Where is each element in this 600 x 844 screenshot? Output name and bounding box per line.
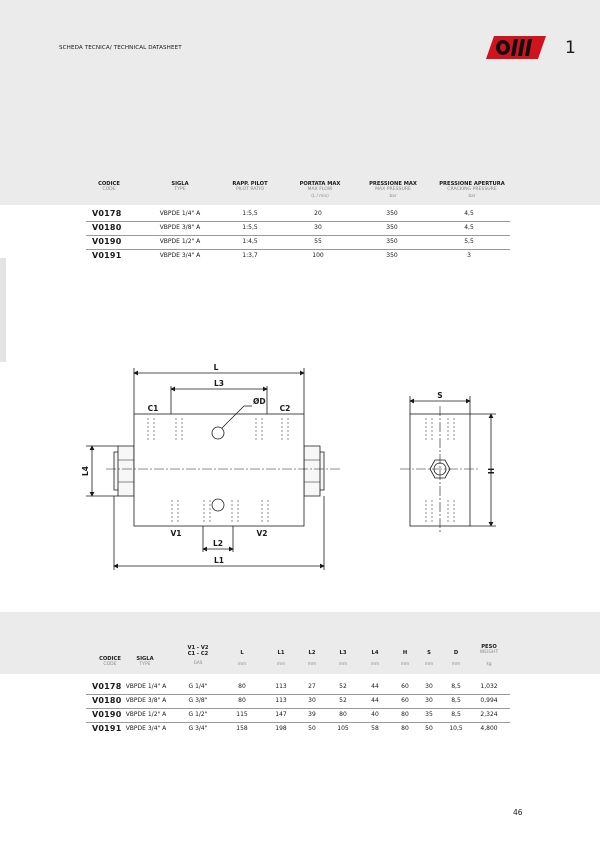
- row-max-flow: 55: [314, 238, 322, 245]
- row-type: VBPDE 1/4" A: [125, 683, 167, 690]
- row-cracking-pressure: 4,5: [464, 224, 474, 231]
- row-cracking-pressure: 5,5: [464, 238, 474, 245]
- side-tab: [0, 258, 6, 362]
- table2-col-L1: L1 mm: [276, 650, 286, 666]
- row-code: V0191: [92, 724, 122, 733]
- row-weight: 2,324: [480, 711, 498, 718]
- row-type: VBPDE 3/8" A: [159, 224, 201, 231]
- row-divider: [86, 221, 510, 222]
- row-type: VBPDE 3/4" A: [125, 725, 167, 732]
- row-max-flow: 20: [314, 210, 322, 217]
- row-L: 158: [236, 725, 248, 732]
- row-D: 8,5: [451, 697, 461, 704]
- row-cracking-pressure: 4,5: [464, 210, 474, 217]
- label-H: H: [486, 467, 495, 475]
- table2-col-L4: L4 mm: [370, 650, 380, 666]
- row-L4: 44: [371, 683, 379, 690]
- row-H: 80: [401, 711, 409, 718]
- row-divider: [86, 722, 510, 723]
- table2-col-H: H mm: [400, 650, 410, 666]
- table2-col-code: CODICE CODE: [99, 656, 121, 667]
- table1-col-max-flow: PORTATA MAX MAX FLOW (L / min): [299, 181, 341, 198]
- row-L4: 58: [371, 725, 379, 732]
- row-H: 60: [401, 697, 409, 704]
- row-code: V0191: [92, 251, 122, 260]
- row-D: 8,5: [451, 711, 461, 718]
- fitting-left: [114, 446, 134, 496]
- row-max-pressure: 350: [386, 238, 398, 245]
- row-ports: G 1/4": [188, 683, 208, 690]
- label-V1: V1: [170, 529, 182, 538]
- row-L: 80: [238, 697, 246, 704]
- row-weight: 1,032: [480, 683, 498, 690]
- table2-col-weight: PESO WEIGHT kg: [479, 644, 499, 666]
- row-L1: 198: [275, 725, 287, 732]
- table2-col-L2: L2 mm: [307, 650, 317, 666]
- page-title: SCHEDA TECNICA/ TECHNICAL DATASHEET: [59, 45, 182, 51]
- brand-logo-icon: [486, 34, 546, 61]
- row-L4: 40: [371, 711, 379, 718]
- row-code: V0180: [92, 696, 122, 705]
- table1-col-cracking-pressure: PRESSIONE APERTURA CRACKING PRESSURE bar: [439, 181, 505, 198]
- table-row: [0, 251, 600, 264]
- row-max-flow: 30: [314, 224, 322, 231]
- row-pilot-ratio: 1:5,5: [242, 224, 258, 231]
- row-L1: 147: [275, 711, 287, 718]
- row-pilot-ratio: 1:5,5: [242, 210, 258, 217]
- row-L: 115: [236, 711, 248, 718]
- row-max-pressure: 350: [386, 224, 398, 231]
- row-code: V0178: [92, 682, 122, 691]
- table-row: [0, 724, 600, 737]
- row-pilot-ratio: 1:4,5: [242, 238, 258, 245]
- label-D: ØD: [253, 397, 266, 406]
- row-S: 35: [425, 711, 433, 718]
- row-code: V0190: [92, 237, 122, 246]
- table2-col-ports: V1 - V2 C1 - C2 GAS: [187, 645, 209, 665]
- row-L4: 44: [371, 697, 379, 704]
- label-C1: C1: [147, 404, 159, 413]
- row-max-flow: 100: [312, 252, 324, 259]
- table2-col-D: D mm: [451, 650, 461, 666]
- label-L4: L4: [81, 466, 90, 476]
- row-divider: [86, 249, 510, 250]
- row-max-pressure: 350: [386, 252, 398, 259]
- row-S: 50: [425, 725, 433, 732]
- row-D: 10,5: [449, 725, 463, 732]
- row-ports: G 1/2": [188, 711, 208, 718]
- header-band: [0, 0, 600, 205]
- row-D: 8,5: [451, 683, 461, 690]
- page-number: 1: [565, 38, 576, 58]
- technical-drawing: [0, 360, 600, 580]
- row-L2: 39: [308, 711, 316, 718]
- table2-col-S: S mm: [424, 650, 434, 666]
- table2-col-type: SIGLA TYPE: [136, 656, 154, 667]
- row-divider: [86, 235, 510, 236]
- row-L1: 113: [275, 697, 287, 704]
- table1-col-pilot-ratio: RAPP. PILOT PILOT RATIO: [232, 181, 268, 192]
- table1-col-type: SIGLA TYPE: [171, 181, 189, 192]
- row-L2: 30: [308, 697, 316, 704]
- row-H: 60: [401, 683, 409, 690]
- row-weight: 4,800: [480, 725, 498, 732]
- row-weight: 0,994: [480, 697, 498, 704]
- row-H: 80: [401, 725, 409, 732]
- row-L3: 52: [339, 683, 347, 690]
- row-L2: 27: [308, 683, 316, 690]
- page-footer-number: 46: [513, 808, 523, 817]
- label-S: S: [437, 391, 443, 400]
- table2-col-L: L mm: [237, 650, 247, 666]
- valve-body: [134, 414, 304, 526]
- row-S: 30: [425, 683, 433, 690]
- row-divider: [86, 694, 510, 695]
- row-ports: G 3/8": [188, 697, 208, 704]
- row-L3: 105: [337, 725, 349, 732]
- row-type: VBPDE 3/4" A: [159, 252, 201, 259]
- row-code: V0178: [92, 209, 122, 218]
- label-L1: L1: [214, 556, 224, 565]
- table1-col-max-pressure: PRESSIONE MAX MAX PRESSURE bar: [369, 181, 417, 198]
- row-L: 80: [238, 683, 246, 690]
- row-L3: 80: [339, 711, 347, 718]
- label-L2: L2: [213, 539, 223, 548]
- row-L1: 113: [275, 683, 287, 690]
- row-L2: 50: [308, 725, 316, 732]
- row-cracking-pressure: 3: [467, 252, 471, 259]
- row-code: V0190: [92, 710, 122, 719]
- row-pilot-ratio: 1:3,7: [242, 252, 258, 259]
- row-type: VBPDE 1/2" A: [159, 238, 201, 245]
- table1-col-code: CODICE CODE: [98, 181, 120, 192]
- row-type: VBPDE 1/4" A: [159, 210, 201, 217]
- row-type: VBPDE 3/8" A: [125, 697, 167, 704]
- table2-col-L3: L3 mm: [338, 650, 348, 666]
- label-L: L: [213, 363, 219, 372]
- label-C2: C2: [279, 404, 291, 413]
- row-type: VBPDE 1/2" A: [125, 711, 167, 718]
- label-L3: L3: [214, 379, 224, 388]
- row-L3: 52: [339, 697, 347, 704]
- table-header-band: [0, 612, 600, 674]
- row-code: V0180: [92, 223, 122, 232]
- row-divider: [86, 708, 510, 709]
- row-S: 30: [425, 697, 433, 704]
- fitting-right: [304, 446, 324, 496]
- label-V2: V2: [256, 529, 268, 538]
- row-ports: G 3/4": [188, 725, 208, 732]
- row-max-pressure: 350: [386, 210, 398, 217]
